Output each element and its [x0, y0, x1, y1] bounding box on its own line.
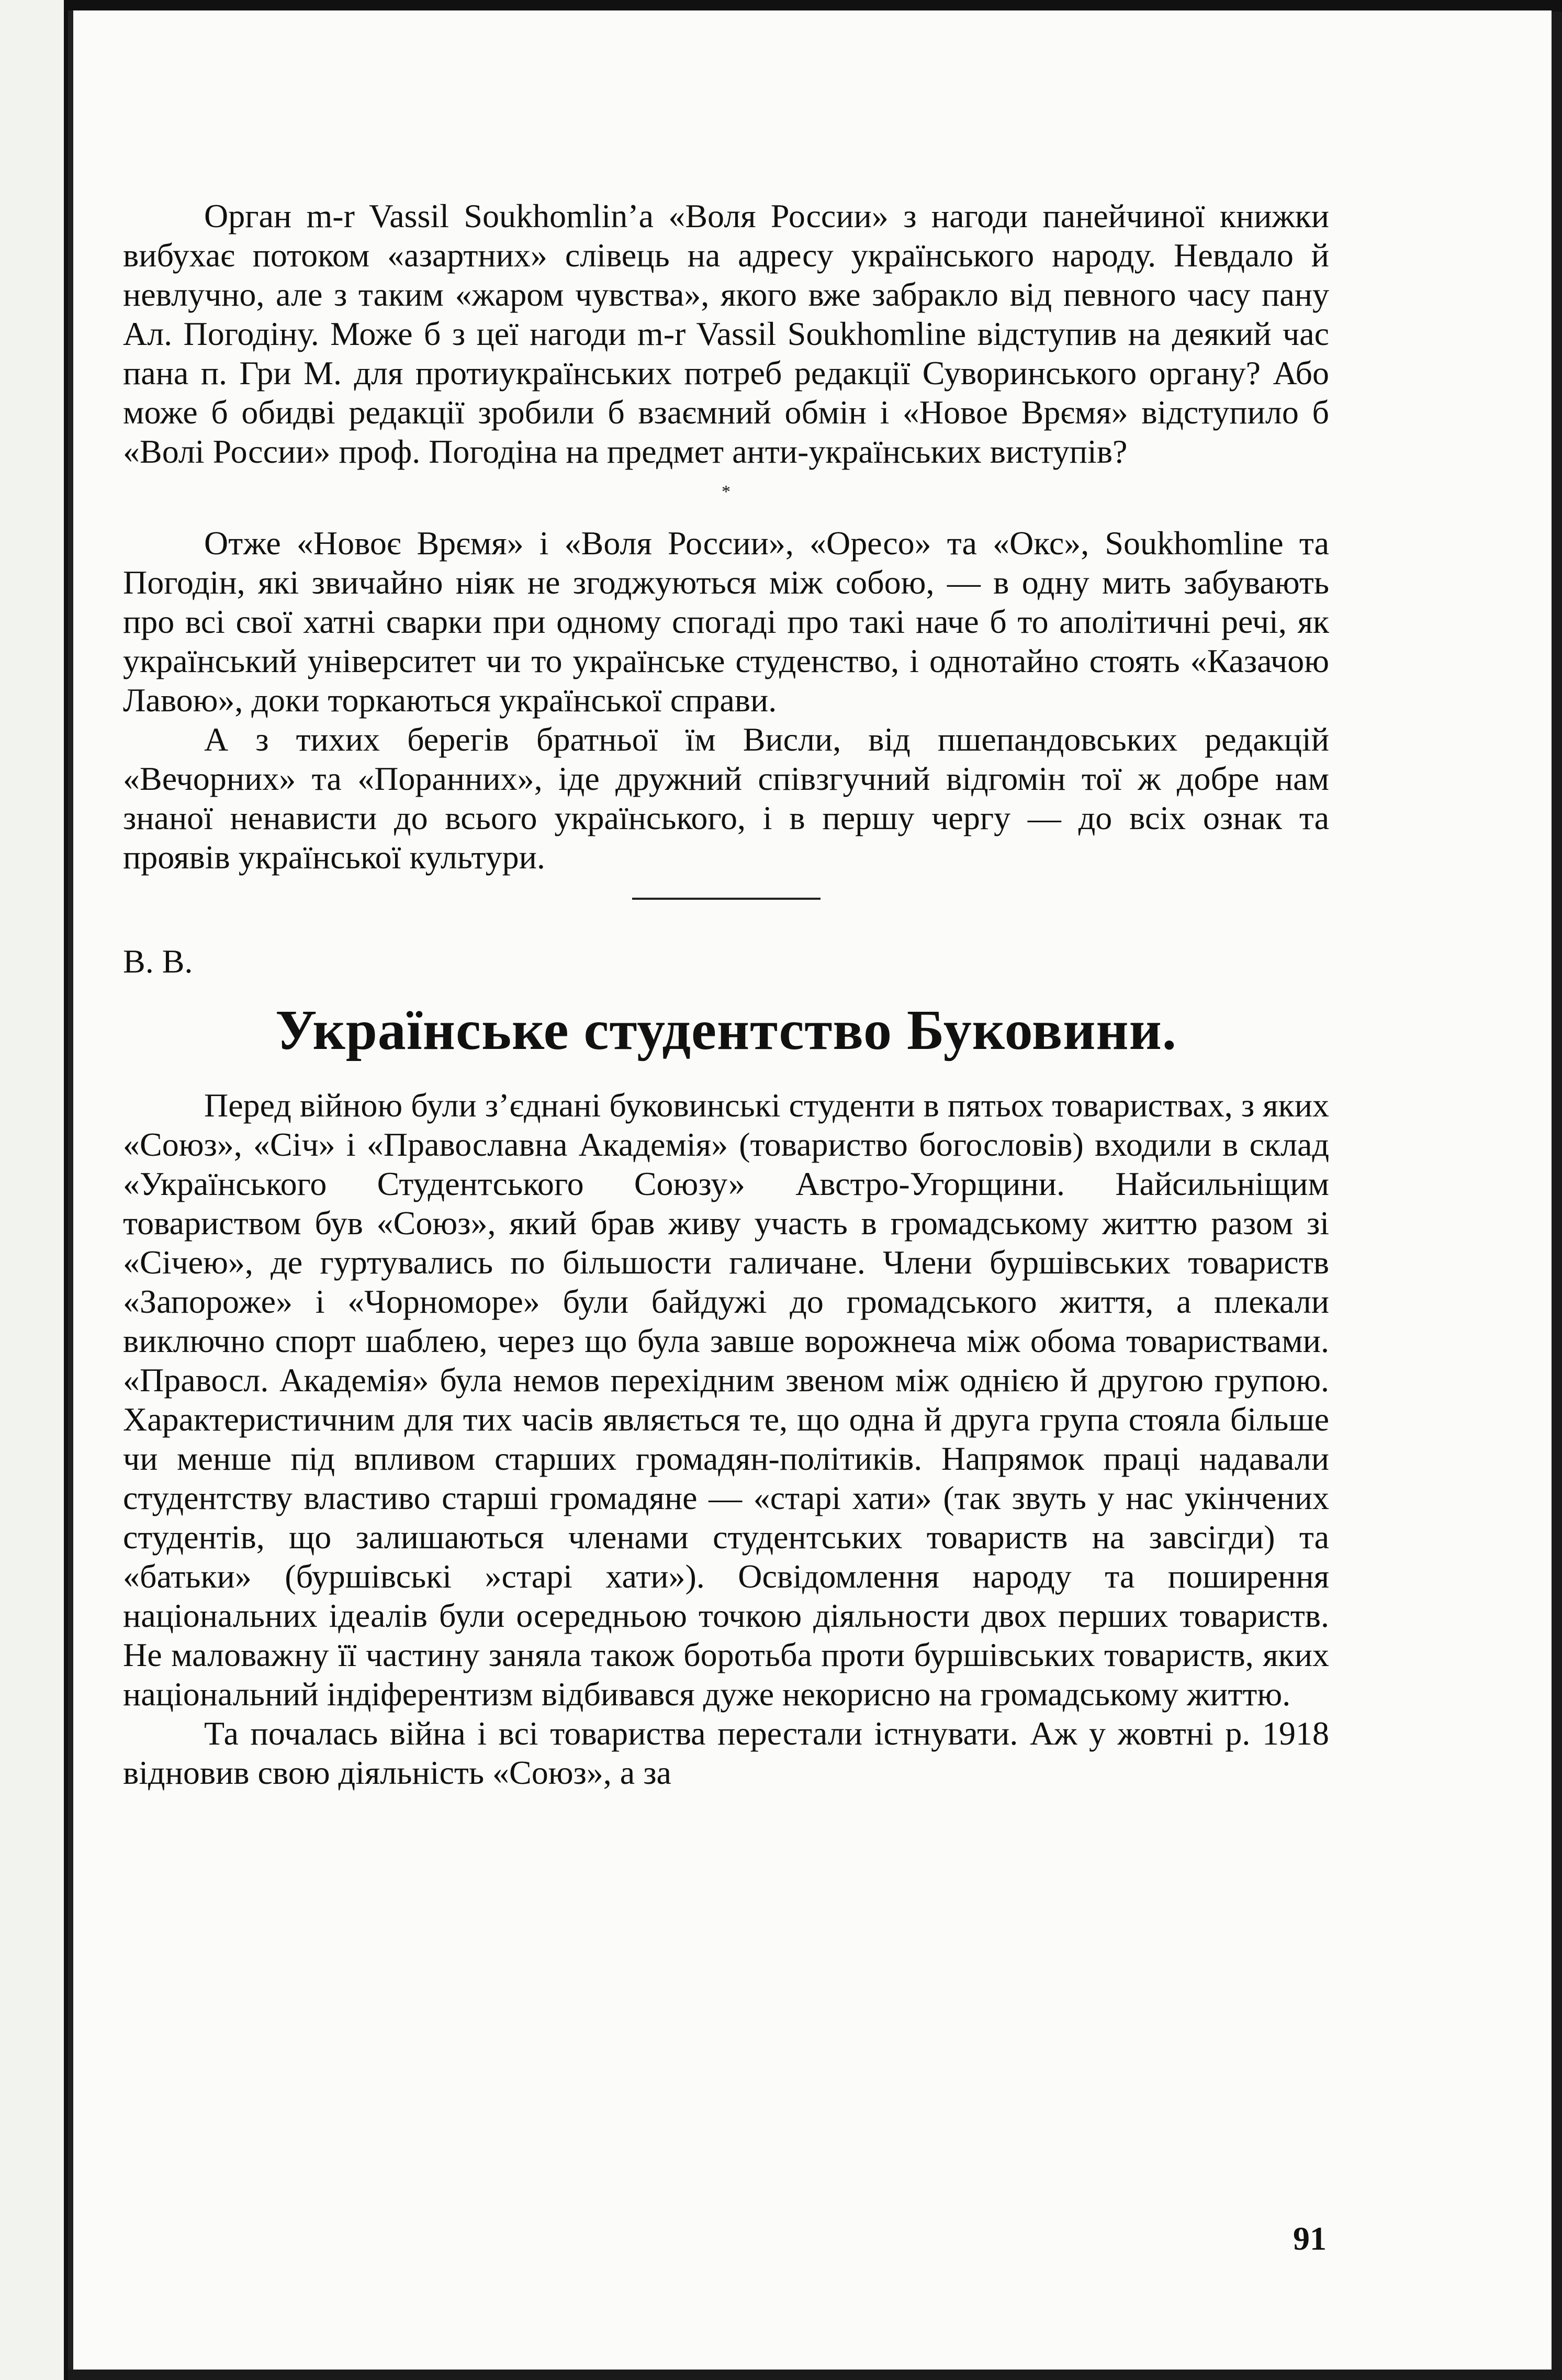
paragraph-novoe-vremya: Отже «Новоє Врємя» і «Воля России», «Оресо» та «Окс», Soukhomline та Погодін, які звичайно ніяк не згоджуються між собою, — в одну мить забувають про всі свої хатні сварки при одному спогаді про такі наче б то аполітичні речі, як український університет чи то українське студенство, і однотайно стоять «Казачою Лавою», доки торкаються української справи. [123, 524, 1329, 719]
page-content [123, 196, 1329, 1792]
article-author: В. В. [123, 943, 193, 980]
article-paragraph-2: Та почалась війна і всі товариства перестали істнувати. Аж у жовтні р. 1918 відновив свою діяльність «Союз», а за [123, 1715, 1329, 1791]
scan-top-edge [0, 0, 1562, 12]
book-page [68, 10, 1552, 2370]
previous-page-edge [0, 0, 68, 2380]
paragraph-visla: А з тихих берегів братньої їм Висли, від пшепандовських редакцій «Вечорних» та «Поранних», іде дружний співзгучний відгомін тої ж добре нам знаної ненависти до всього українського, і в першу чергу — до всіх ознак та проявів української культури. [123, 721, 1329, 876]
star-separator: * [722, 482, 731, 501]
section-divider [632, 898, 821, 900]
article-title: Українське студентство Буковини. [275, 999, 1177, 1061]
article-paragraph-1: Перед війною були з’єднані буковинські студенти в пятьох товариствах, з яких «Союз», «Січ» і «Православна Академія» (товариство богословів) входили в склад «Українського Студентського Союзу» Австро-Угорщини. Найсильніщим товариством був «Союз», який брав живу участь в громадському життю разом зі «Січею», де гуртувались по більшости галичане. Члени буршівських товариств «Запороже» і «Чорноморе» були байдужі до громадського життя, а плекали виключно спорт шаблею, через що була завше ворожнеча між обома товариствами. «Правосл. Академія» була немов перехідним звеном між однією й другою групою. Характеристичним для тих часів являється те, що одна й друга група стояла більше чи менше під впливом старших громадян-політиків. Напрямок праці надавали студентству властиво старші громадяне — «старі хати» (так звуть у нас укінчених студентів, що залишаються членами студентських товариств на завсігди) та «батьки» (буршівські »старі хати»). Освідомлення народу та поширення національних ідеалів були осередньою точкою діяльности двох перших товариств. Не маловажну її частину заняла також боротьба проти буршівських товариств, яких національний індіферентизм відбивався дуже некорисно на громадському життю. [123, 1087, 1329, 1713]
paragraph-volya-rossii: Орган m-r Vassil Soukhomlin’a «Воля России» з нагоди панейчиної книжки вибухає потоком «азартних» слівець на адресу українського народу. Невдало й невлучно, але з таким «жаром чувства», якого вже забракло від певного часу пану Ал. Погодіну. Може б з цеї нагоди m-r Vassil Soukhomline відступив на деякий час пана п. Гри М. для протиукраїнських потреб редакції Суворинського органу? Або може б обидві редакції зробили б взаємний обмін і «Новое Врємя» відступило б «Волі России» проф. Погодіна на предмет анти-українських виступів? [123, 197, 1329, 470]
page-number: 91 [1293, 2220, 1327, 2257]
